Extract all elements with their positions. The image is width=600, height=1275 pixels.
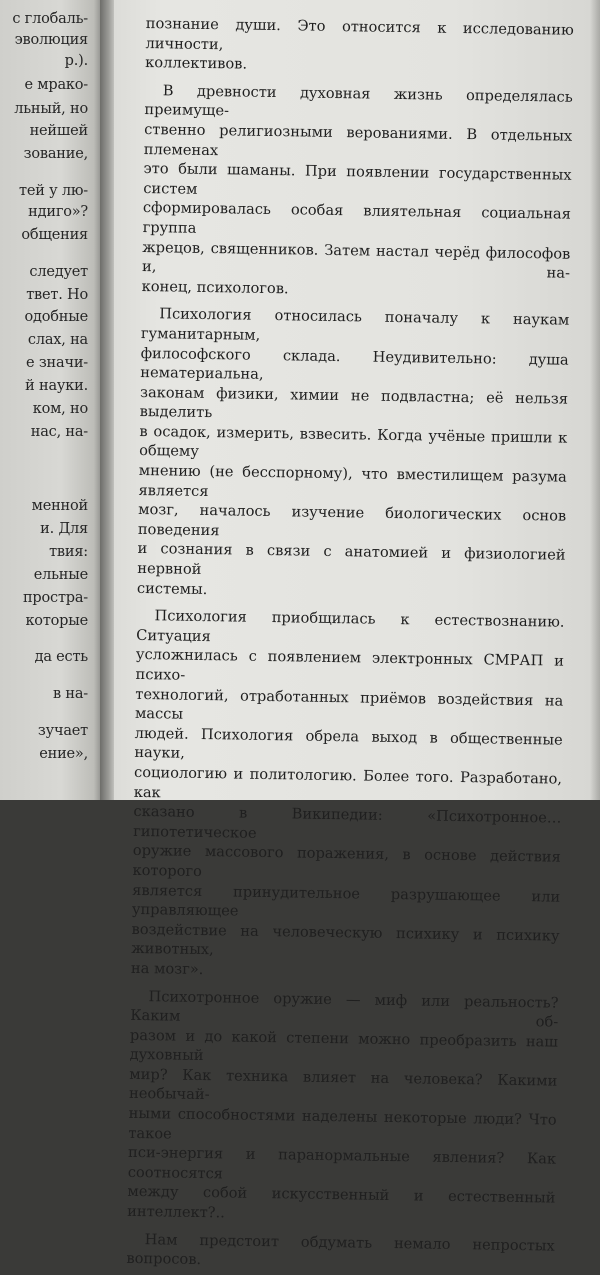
left-page-line: ком, но	[32, 401, 88, 417]
left-page-line: менной	[31, 498, 88, 514]
left-page-line: е мрако-	[24, 77, 88, 93]
left-page-line: следует	[29, 264, 88, 280]
text-line: ными способностями наделены некоторые люди? Что такое	[128, 1104, 557, 1143]
text-line: Психотронное оружие — миф или реальность? Каким об-	[130, 987, 559, 1031]
text-line: мнению (не бесспорному), что вместилищем разума является	[138, 462, 567, 500]
paragraph	[131, 606, 565, 985]
page-text	[126, 14, 574, 1275]
text-line: и сознания в связи с анатомией и физиологией нервной	[137, 540, 566, 578]
left-page-line: зучает	[37, 723, 88, 739]
text-line: конец, психологов.	[141, 277, 289, 297]
left-page-line: с глобаль-	[12, 11, 88, 27]
paragraph	[145, 14, 574, 79]
text-line: на мозг».	[130, 959, 204, 978]
text-line: это были шаманы. При появлении государственных систем	[143, 160, 572, 198]
text-line: мир? Как техника влияет на человека? Какими необычай-	[128, 1065, 558, 1104]
left-page-line: твия:	[49, 544, 88, 560]
left-page-line: эволюция	[14, 32, 88, 48]
paragraph	[142, 81, 573, 303]
left-page-line: твет. Но	[26, 287, 88, 303]
left-page	[0, 0, 102, 800]
text-line: социологию и политологию. Более того. Разработано, как	[133, 763, 563, 801]
text-line: усложнилась с появлением электронных СМРАП и психо-	[135, 646, 565, 684]
left-page-line: одобные	[24, 309, 88, 325]
left-page-line: слах, на	[27, 332, 88, 348]
text-line: сказано в Википедии: «Психотронное… гипотетическое	[133, 803, 562, 842]
text-line: технологий, отработанных приёмов воздействия на массы	[134, 685, 564, 723]
left-page-line: нейшей	[29, 123, 88, 139]
text-line: В древности духовная жизнь определялась преимуще-	[144, 82, 573, 120]
text-line: между собой искусственный и естественный интеллект?..	[127, 1183, 556, 1222]
text-line: является принудительное разрушающее или управляющее	[131, 881, 561, 920]
left-page-line: е значи-	[26, 355, 88, 371]
right-page	[114, 0, 600, 1269]
left-page-line: льный, но	[14, 101, 88, 117]
text-line: оружие массового поражения, в основе действия которого	[132, 842, 561, 880]
left-page-line: простра-	[22, 590, 88, 606]
text-line: сформировалась особая влиятельная социальная группа	[142, 199, 572, 237]
left-page-line: в на-	[53, 686, 88, 702]
left-page-line: ельные	[33, 567, 88, 583]
paragraph	[126, 1229, 555, 1275]
text-line: Нам предстоит обдумать немало непростых вопросов.	[126, 1230, 555, 1269]
left-page-line: й науки.	[25, 378, 88, 394]
text-line: философского склада. Неудивительно: душа нематериальна,	[140, 344, 569, 383]
text-line: разом и до какой степени можно преобразить наш духовный	[129, 1026, 559, 1065]
text-line: познание души. Это относится к исследованию личности,	[145, 14, 574, 53]
text-line: воздействие на человеческую психику и психику животных,	[131, 920, 560, 959]
left-page-line: р.).	[64, 53, 88, 69]
left-page-line: да есть	[34, 649, 88, 665]
text-line: жрецов, священников. Затем настал черёд философов и, на-	[141, 238, 571, 282]
text-line: законам физики, химии не подвластна; её нельзя выделить	[139, 383, 569, 422]
text-line: пси-энергия и паранормальные явления? Как соотносятся	[127, 1144, 557, 1183]
left-page-line: которые	[25, 613, 88, 629]
left-page-line: общения	[21, 227, 88, 243]
text-line: Психология приобщилась к естествознанию. Ситуация	[136, 607, 565, 645]
page-edge	[590, 0, 600, 800]
left-page-line: нас, на-	[30, 424, 88, 440]
left-page-line: ение»,	[39, 746, 88, 762]
text-line: в осадок, измерить, взвесить. Когда учёные пришли к общему	[139, 422, 568, 461]
left-page-line: тей у лю-	[19, 183, 88, 199]
left-page-line: и. Для	[40, 521, 88, 537]
text-line: коллективов.	[145, 54, 248, 73]
text-line: ственно религиозными верованиями. В отдельных племенах	[143, 120, 573, 159]
text-line: системы.	[136, 579, 208, 598]
text-line: мозг, началось изучение биологических основ поведения	[137, 501, 567, 540]
left-page-line: зование,	[23, 146, 88, 162]
text-line: людей. Психология обрела выход в общественные науки,	[134, 724, 563, 763]
paragraph	[127, 986, 559, 1228]
text-line: Психология относилась поначалу к наукам гуманитарным,	[140, 305, 570, 344]
paragraph	[137, 304, 570, 605]
left-page-line: ндиго»?	[28, 204, 88, 220]
